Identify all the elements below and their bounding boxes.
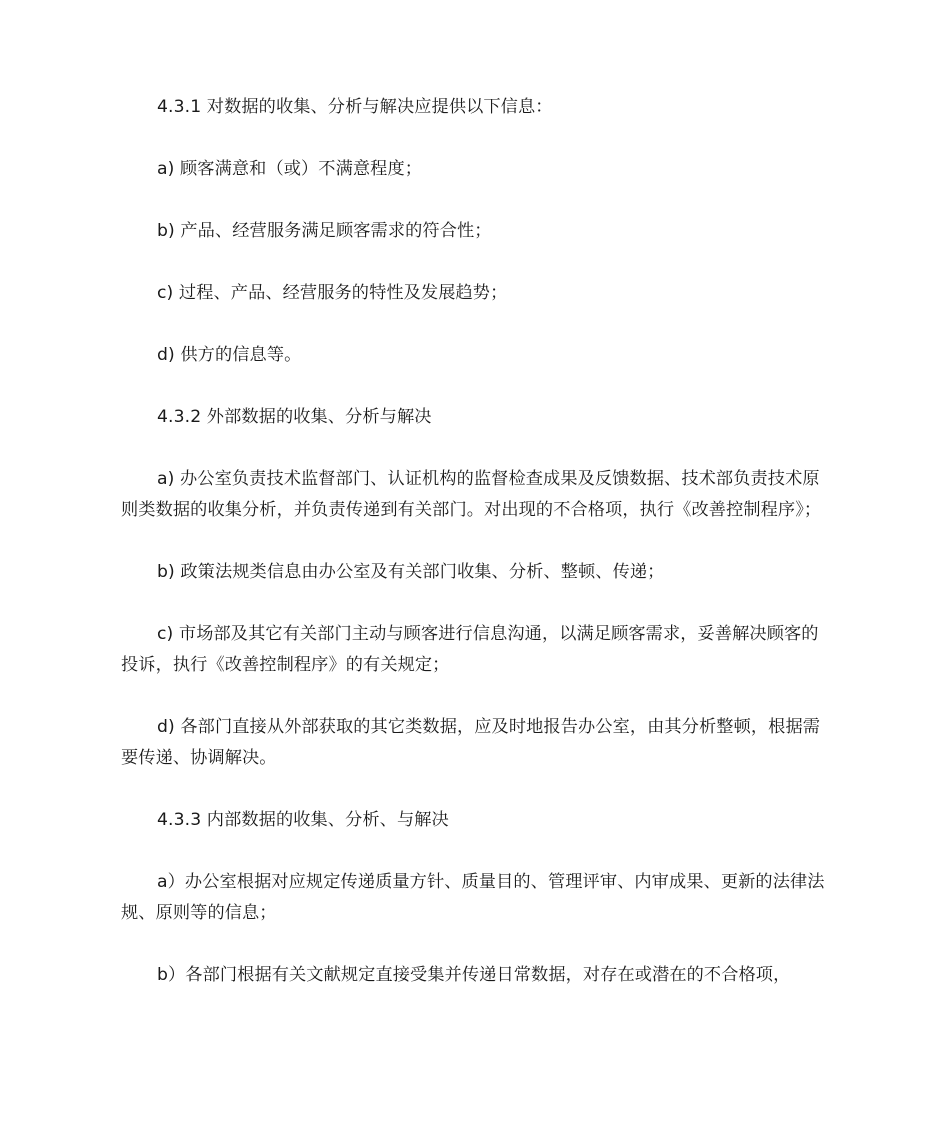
external-data-item-d: d) 各部门直接从外部获取的其它类数据，应及时地报告办公室，由其分析整顿，根据需要传递、协调解决。 bbox=[121, 717, 821, 768]
internal-data-item-a: a）办公室根据对应规定传递质量方针、质量目的、管理评审、内审成果、更新的法律法规、原则等的信息； bbox=[121, 872, 825, 923]
clause-4-3-3-heading: 4.3.3 内部数据的收集、分析、与解决 bbox=[157, 810, 449, 830]
internal-data-item-b: b）各部门根据有关文献规定直接受集并传递日常数据，对存在或潜在的不合格项， bbox=[157, 965, 791, 985]
clause-4-3-2-heading: 4.3.2 外部数据的收集、分析与解决 bbox=[157, 407, 432, 427]
clause-4-3-1-heading: 4.3.1 对数据的收集、分析与解决应提供以下信息： bbox=[157, 97, 553, 117]
external-data-item-c: c) 市场部及其它有关部门主动与顾客进行信息沟通，以满足顾客需求，妥善解决顾客的投诉，执行《改善控制程序》的有关规定； bbox=[121, 624, 819, 675]
list-item-c-characteristics: c) 过程、产品、经营服务的特性及发展趋势； bbox=[157, 283, 508, 303]
external-data-item-b: b) 政策法规类信息由办公室及有关部门收集、分析、整顿、传递； bbox=[157, 562, 665, 582]
external-data-item-a: a) 办公室负责技术监督部门、认证机构的监督检查成果及反馈数据、技术部负责技术原则类数据的收集分析，并负责传递到有关部门。对出现的不合格项，执行《改善控制程序》； bbox=[121, 469, 822, 520]
list-item-d-supplier-info: d) 供方的信息等。 bbox=[157, 345, 302, 365]
document-body bbox=[121, 92, 831, 1022]
list-item-a-customer-satisfaction: a) 顾客满意和（或）不满意程度； bbox=[157, 159, 423, 179]
list-item-b-conformity: b) 产品、经营服务满足顾客需求的符合性； bbox=[157, 221, 492, 241]
